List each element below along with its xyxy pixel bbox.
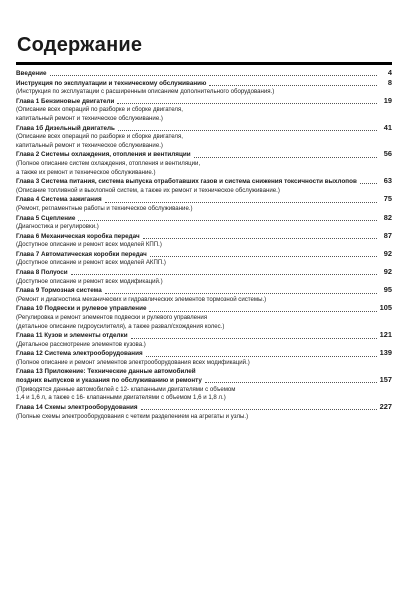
toc-entry[interactable] (16, 268, 392, 286)
toc-entry-line (16, 214, 392, 224)
toc-entry-page-number: 157 (379, 375, 392, 385)
toc-entry-line (16, 286, 392, 296)
toc-entry-title: Глава 2 Системы охлаждения, отопления и вентиляции (16, 151, 191, 159)
toc-entry-page-number: 63 (383, 176, 392, 186)
toc-entry-description: (Полные схемы электрооборудования с четким разделением на агрегаты и узлы.) (16, 412, 249, 420)
toc-entry[interactable] (16, 403, 392, 421)
toc-entry-description: капитальный ремонт и техническое обслуживание.) (16, 114, 163, 122)
toc-entry-description: (Регулировка и ремонт элементов подвески и рулевого управления (16, 314, 208, 322)
toc-entry-description: (Ремонт и диагностика механических и гидравлических элементов тормозной системы.) (16, 295, 267, 303)
toc-entry-page-number: 139 (379, 348, 392, 358)
toc-entry-line (16, 97, 392, 107)
toc-entry-title: Глава 8 Полуоси (16, 269, 68, 277)
toc-entry-line (16, 232, 392, 242)
toc-entry-description: а также их ремонт и техническое обслуживание.) (16, 168, 156, 176)
toc-entry-title: Введение (16, 70, 47, 77)
toc-entry[interactable] (16, 286, 392, 304)
dot-leader (117, 103, 377, 104)
dot-leader (150, 256, 377, 257)
dot-leader (209, 85, 377, 86)
toc-entry-line (16, 195, 392, 205)
dot-leader (146, 356, 377, 357)
dot-leader (118, 130, 377, 131)
toc-list (16, 69, 392, 421)
toc-entry-page-number: 56 (383, 149, 392, 159)
toc-entry-description: (Диагностика и регулировки.) (16, 223, 99, 231)
toc-entry[interactable] (16, 150, 392, 177)
toc-entry-description: (Доступное описание и ремонт всех модификаций.) (16, 277, 163, 285)
toc-entry-line (16, 331, 392, 341)
toc-entry-title: Глава 4 Система зажигания (16, 196, 102, 204)
toc-entry-title: Глава 9 Тормозная система (16, 287, 102, 295)
toc-entry-page-number: 8 (387, 77, 392, 87)
toc-entry-line (16, 349, 392, 359)
toc-entry[interactable] (16, 97, 392, 124)
toc-entry-title-continued: поздних выпусков и указания по обслуживанию и ремонту (16, 377, 202, 385)
toc-entry[interactable] (16, 232, 392, 250)
toc-entry-title: Глава 7 Автоматическая коробки передач (16, 250, 147, 258)
page-title: Содержание (17, 34, 143, 56)
toc-entry-page-number: 82 (383, 212, 392, 222)
toc-entry-page-number: 75 (383, 194, 392, 204)
toc-entry-description: (Описание топливной и выхлопной систем, а также их ремонт и техническое обслуживание.) (16, 186, 280, 194)
toc-entry-title: Глава 10 Подвески и рулевое управление (16, 305, 147, 313)
toc-entry[interactable] (16, 368, 392, 403)
toc-entry-description: (Описание всех операций по разборке и сборке двигателя, (16, 133, 183, 141)
toc-entry[interactable] (16, 79, 392, 97)
toc-entry[interactable] (16, 124, 392, 151)
toc-entry-description: (Приводятся данные автомобилей с 12- клапанными двигателями с объемом (16, 385, 236, 393)
toc-entry-description: (Детальное рассмотрение элементов кузова.) (16, 340, 146, 348)
toc-entry[interactable] (16, 349, 392, 367)
toc-entry-description: (Полное описание и ремонт элементов электрооборудования всех модификаций.) (16, 359, 250, 366)
toc-entry-page-number: 4 (387, 68, 392, 77)
toc-entry[interactable] (16, 304, 392, 331)
toc-entry[interactable] (16, 214, 392, 232)
toc-entry-line (16, 150, 392, 160)
title-rule (16, 62, 392, 65)
toc-entry-title: Глава 3 Система питания, система выпуска отработавших газов и система снижения токсичности выхлопов (16, 178, 357, 186)
toc-entry-page-number: 92 (383, 267, 392, 277)
toc-entry-description: (Инструкция по эксплуатации с расширенным описанием дополнительного оборудования.) (16, 88, 275, 96)
toc-entry-line (16, 304, 392, 314)
toc-entry-description: (Доступное описание и ремонт всех моделей АКПП.) (16, 259, 166, 267)
toc-entry-title: Глава 11 Кузов и элементы отделки (16, 332, 128, 340)
toc-entry-page-number: 87 (383, 230, 392, 240)
toc-entry[interactable] (16, 177, 392, 195)
dot-leader (360, 183, 377, 184)
toc-entry-page-number: 41 (383, 122, 392, 132)
toc-entry-description: (Ремонт, регламентные работы и техническое обслуживание.) (16, 204, 193, 212)
toc-entry-line (16, 250, 392, 260)
toc-entry-line (16, 376, 392, 386)
toc-entry-page-number: 227 (379, 401, 392, 411)
toc-entry-title: Глава 1б Дизельный двигатель (16, 124, 115, 132)
dot-leader (194, 157, 377, 158)
toc-entry-description: 1,4 и 1,6 л, а также с 16- клапанными двигателями с объемом 1,6 и 1,8 л.) (16, 394, 226, 402)
toc-entry-line (16, 124, 392, 134)
toc-entry-description: (детальное описание гидроусилителя), а также развал/схождения колес.) (16, 322, 225, 330)
toc-entry-line (16, 177, 392, 187)
toc-entry-description: капитальный ремонт и техническое обслуживание.) (16, 141, 163, 149)
dot-leader (50, 75, 377, 76)
toc-entry-title: Глава 5 Сцепление (16, 214, 76, 222)
dot-leader (149, 311, 376, 312)
toc-entry-title: Глава 14 Схемы электрооборудования (16, 403, 138, 411)
toc-entry[interactable] (16, 250, 392, 268)
toc-entry-description: (Описание всех операций по разборке и сборке двигателя, (16, 106, 183, 114)
dot-leader (105, 202, 377, 203)
toc-entry[interactable] (16, 195, 392, 213)
toc-entry-line (16, 403, 392, 413)
toc-entry-description: (Доступное описание и ремонт всех моделей КПП.) (16, 241, 162, 249)
toc-entry-title: Глава 13 Приложение: Технические данные автомобилей (16, 367, 196, 375)
toc-entry-title: Глава 1 Бензиновые двигатели (16, 97, 115, 105)
dot-leader (71, 274, 377, 275)
dot-leader (131, 338, 377, 339)
dot-leader (143, 238, 377, 239)
toc-entry-line (16, 69, 392, 79)
toc-entry-page-number: 105 (379, 303, 392, 313)
toc-entry-title: Глава 12 Система электрооборудования (16, 350, 143, 358)
toc-entry-title: Глава 6 Механическая коробка передач (16, 232, 140, 240)
toc-entry-description: (Полное описание систем охлаждения, отопления и вентиляции, (16, 159, 201, 167)
toc-entry-page-number: 95 (383, 285, 392, 295)
toc-entry-page-number: 121 (379, 330, 392, 340)
dot-leader (105, 293, 377, 294)
dot-leader (78, 220, 377, 221)
toc-entry-line (16, 268, 392, 278)
toc-entry-title: Инструкция по эксплуатации и техническому обслуживанию (16, 79, 207, 87)
dot-leader (205, 382, 377, 383)
toc-entry[interactable] (16, 69, 392, 79)
dot-leader (141, 409, 377, 410)
toc-entry[interactable] (16, 331, 392, 349)
toc-entry-page-number: 92 (383, 248, 392, 258)
toc-entry-line (16, 79, 392, 89)
toc-entry-page-number: 19 (383, 95, 392, 105)
